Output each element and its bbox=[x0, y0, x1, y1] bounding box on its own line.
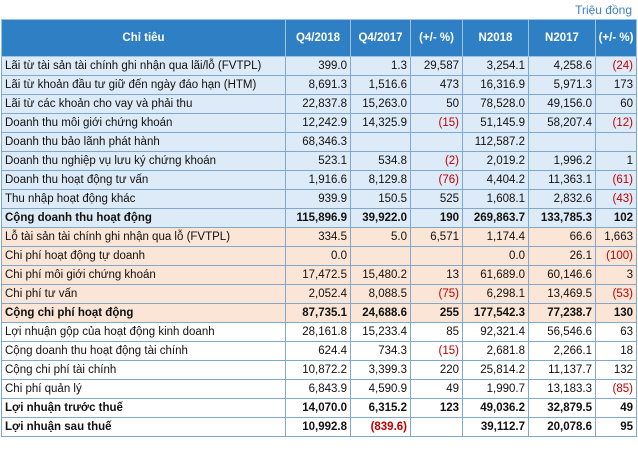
cell-n2018: 1,990.7 bbox=[463, 380, 529, 399]
cell-pct-quarter bbox=[411, 247, 463, 266]
cell-n2018: 269,863.7 bbox=[463, 209, 529, 228]
cell-pct-year: 95 bbox=[596, 418, 637, 437]
cell-q4-2017: 150.5 bbox=[351, 190, 411, 209]
cell-pct-quarter: 190 bbox=[411, 209, 463, 228]
cell-n2018: 2,019.2 bbox=[463, 152, 529, 171]
cell-pct-year: 132 bbox=[596, 361, 637, 380]
cell-pct-quarter: (15) bbox=[411, 114, 463, 133]
cell-q4-2017: 4,590.9 bbox=[351, 380, 411, 399]
cell-q4-2017: 5.0 bbox=[351, 228, 411, 247]
row-name: Cộng chi phí tài chính bbox=[2, 361, 286, 380]
cell-pct-year: 60 bbox=[596, 95, 637, 114]
cell-pct-year: 130 bbox=[596, 304, 637, 323]
cell-pct-year: (12) bbox=[596, 114, 637, 133]
cell-pct-quarter: 220 bbox=[411, 361, 463, 380]
cell-q4-2018: 17,472.5 bbox=[286, 266, 351, 285]
table-row bbox=[2, 133, 637, 152]
cell-n2018: 16,316.9 bbox=[463, 76, 529, 95]
cell-n2017: 2,266.1 bbox=[529, 342, 596, 361]
cell-q4-2017 bbox=[351, 247, 411, 266]
cell-n2018: 0.0 bbox=[463, 247, 529, 266]
cell-n2017: 58,207.4 bbox=[529, 114, 596, 133]
header-chi-tieu: Chỉ tiêu bbox=[2, 20, 286, 57]
cell-q4-2018: 399.0 bbox=[286, 57, 351, 76]
table-row bbox=[2, 247, 637, 266]
cell-pct-quarter: 123 bbox=[411, 399, 463, 418]
table-row bbox=[2, 399, 637, 418]
table-row bbox=[2, 152, 637, 171]
header-n2018: N2018 bbox=[463, 20, 529, 57]
table-row bbox=[2, 190, 637, 209]
cell-pct-year: (100) bbox=[596, 247, 637, 266]
header-n2017: N2017 bbox=[529, 20, 596, 57]
cell-pct-year: 102 bbox=[596, 209, 637, 228]
cell-q4-2018: 68,346.3 bbox=[286, 133, 351, 152]
table-row bbox=[2, 114, 637, 133]
cell-pct-quarter: 49 bbox=[411, 380, 463, 399]
cell-pct-quarter: (75) bbox=[411, 285, 463, 304]
cell-pct-year: (61) bbox=[596, 171, 637, 190]
table-row bbox=[2, 171, 637, 190]
cell-n2017: 20,078.6 bbox=[529, 418, 596, 437]
cell-q4-2018: 0.0 bbox=[286, 247, 351, 266]
cell-pct-year: 173 bbox=[596, 76, 637, 95]
cell-pct-year: 3 bbox=[596, 266, 637, 285]
cell-q4-2018: 10,872.2 bbox=[286, 361, 351, 380]
row-name: Chi phí môi giới chứng khoán bbox=[2, 266, 286, 285]
cell-pct-year: 49 bbox=[596, 399, 637, 418]
row-name: Doanh thu môi giới chứng khoán bbox=[2, 114, 286, 133]
cell-n2017: 56,546.6 bbox=[529, 323, 596, 342]
header-q4-2018: Q4/2018 bbox=[286, 20, 351, 57]
cell-q4-2018: 334.5 bbox=[286, 228, 351, 247]
cell-q4-2017: 1,516.6 bbox=[351, 76, 411, 95]
cell-pct-quarter: 6,571 bbox=[411, 228, 463, 247]
cell-pct-year: 1,663 bbox=[596, 228, 637, 247]
cell-pct-quarter: 473 bbox=[411, 76, 463, 95]
cell-n2018: 51,145.9 bbox=[463, 114, 529, 133]
cell-q4-2017: 534.8 bbox=[351, 152, 411, 171]
cell-n2017: 26.1 bbox=[529, 247, 596, 266]
cell-q4-2018: 10,992.8 bbox=[286, 418, 351, 437]
cell-pct-quarter: 13 bbox=[411, 266, 463, 285]
cell-n2017: 66.6 bbox=[529, 228, 596, 247]
row-name: Lãi từ các khoản cho vay và phải thu bbox=[2, 95, 286, 114]
cell-n2017: 13,183.3 bbox=[529, 380, 596, 399]
row-name: Chi phí quản lý bbox=[2, 380, 286, 399]
cell-pct-quarter bbox=[411, 133, 463, 152]
cell-n2018: 3,254.1 bbox=[463, 57, 529, 76]
table-row bbox=[2, 323, 637, 342]
cell-q4-2017: 15,233.4 bbox=[351, 323, 411, 342]
cell-n2018: 1,174.4 bbox=[463, 228, 529, 247]
cell-n2018: 177,542.3 bbox=[463, 304, 529, 323]
row-name: Cộng doanh thu hoạt động tài chính bbox=[2, 342, 286, 361]
cell-q4-2017 bbox=[351, 133, 411, 152]
table-row bbox=[2, 57, 637, 76]
cell-n2017: 13,469.5 bbox=[529, 285, 596, 304]
header-q4-2017: Q4/2017 bbox=[351, 20, 411, 57]
cell-n2018: 78,528.0 bbox=[463, 95, 529, 114]
cell-n2017: 11,363.1 bbox=[529, 171, 596, 190]
cell-q4-2018: 939.9 bbox=[286, 190, 351, 209]
cell-pct-quarter: 50 bbox=[411, 95, 463, 114]
row-name: Lợi nhuận sau thuế bbox=[2, 418, 286, 437]
cell-q4-2017: 6,315.2 bbox=[351, 399, 411, 418]
cell-q4-2017: 734.3 bbox=[351, 342, 411, 361]
cell-pct-quarter: (15) bbox=[411, 342, 463, 361]
row-name: Lãi từ khoản đầu tư giữ đến ngày đáo hạn (HTM) bbox=[2, 76, 286, 95]
cell-q4-2018: 1,916.6 bbox=[286, 171, 351, 190]
cell-n2018: 39,112.7 bbox=[463, 418, 529, 437]
table-row bbox=[2, 418, 637, 437]
cell-q4-2018: 6,843.9 bbox=[286, 380, 351, 399]
cell-pct-year: (24) bbox=[596, 57, 637, 76]
table-row bbox=[2, 342, 637, 361]
cell-pct-year: (85) bbox=[596, 380, 637, 399]
cell-q4-2018: 14,070.0 bbox=[286, 399, 351, 418]
cell-q4-2018: 523.1 bbox=[286, 152, 351, 171]
row-name: Doanh thu bảo lãnh phát hành bbox=[2, 133, 286, 152]
table-row bbox=[2, 266, 637, 285]
cell-n2017: 2,832.6 bbox=[529, 190, 596, 209]
header-pct-year: (+/- %) bbox=[596, 20, 637, 57]
unit-label: Triệu đồng bbox=[575, 3, 632, 17]
cell-q4-2018: 2,052.4 bbox=[286, 285, 351, 304]
cell-n2018: 112,587.2 bbox=[463, 133, 529, 152]
cell-pct-year bbox=[596, 133, 637, 152]
cell-n2018: 6,298.1 bbox=[463, 285, 529, 304]
cell-n2017: 4,258.6 bbox=[529, 57, 596, 76]
cell-q4-2017: 8,129.8 bbox=[351, 171, 411, 190]
cell-n2017 bbox=[529, 133, 596, 152]
row-name: Chi phí tư vấn bbox=[2, 285, 286, 304]
cell-pct-quarter: 85 bbox=[411, 323, 463, 342]
cell-q4-2018: 12,242.9 bbox=[286, 114, 351, 133]
cell-pct-quarter: 29,587 bbox=[411, 57, 463, 76]
table-body bbox=[2, 57, 637, 437]
row-name: Cộng chi phí hoạt động bbox=[2, 304, 286, 323]
row-name: Doanh thu hoạt động tư vấn bbox=[2, 171, 286, 190]
cell-n2018: 61,689.0 bbox=[463, 266, 529, 285]
cell-q4-2017: 3,399.3 bbox=[351, 361, 411, 380]
row-name: Doanh thu nghiệp vụ lưu ký chứng khoán bbox=[2, 152, 286, 171]
cell-n2018: 25,814.2 bbox=[463, 361, 529, 380]
cell-q4-2017: 15,480.2 bbox=[351, 266, 411, 285]
table-row bbox=[2, 285, 637, 304]
cell-n2018: 1,608.1 bbox=[463, 190, 529, 209]
row-name: Lợi nhuận trước thuế bbox=[2, 399, 286, 418]
row-name: Lỗ tài sản tài chính ghi nhận qua lỗ (FVTPL) bbox=[2, 228, 286, 247]
table-row bbox=[2, 361, 637, 380]
cell-pct-year: 1 bbox=[596, 152, 637, 171]
row-name: Lợi nhuận gộp của hoạt động kinh doanh bbox=[2, 323, 286, 342]
cell-n2018: 2,681.8 bbox=[463, 342, 529, 361]
row-name: Lãi từ tài sản tài chính ghi nhận qua lãi/lỗ (FVTPL) bbox=[2, 57, 286, 76]
cell-pct-year: 63 bbox=[596, 323, 637, 342]
cell-n2017: 32,879.5 bbox=[529, 399, 596, 418]
cell-n2017: 11,137.7 bbox=[529, 361, 596, 380]
table-row bbox=[2, 95, 637, 114]
cell-n2018: 4,404.2 bbox=[463, 171, 529, 190]
cell-q4-2018: 8,691.3 bbox=[286, 76, 351, 95]
cell-pct-quarter: 525 bbox=[411, 190, 463, 209]
cell-q4-2017: 39,922.0 bbox=[351, 209, 411, 228]
cell-pct-quarter bbox=[411, 418, 463, 437]
cell-pct-quarter: (2) bbox=[411, 152, 463, 171]
table-row bbox=[2, 76, 637, 95]
cell-q4-2018: 28,161.8 bbox=[286, 323, 351, 342]
row-name: Cộng doanh thu hoạt động bbox=[2, 209, 286, 228]
table-header bbox=[2, 20, 637, 57]
row-name: Chi phí hoạt động tự doanh bbox=[2, 247, 286, 266]
cell-n2018: 92,321.4 bbox=[463, 323, 529, 342]
table-row bbox=[2, 228, 637, 247]
cell-q4-2017: 14,325.9 bbox=[351, 114, 411, 133]
cell-q4-2017: 8,088.5 bbox=[351, 285, 411, 304]
cell-n2017: 77,238.7 bbox=[529, 304, 596, 323]
cell-q4-2017: 24,688.6 bbox=[351, 304, 411, 323]
table-row bbox=[2, 209, 637, 228]
table-row bbox=[2, 380, 637, 399]
cell-q4-2018: 87,735.1 bbox=[286, 304, 351, 323]
cell-q4-2018: 624.4 bbox=[286, 342, 351, 361]
cell-q4-2018: 22,837.8 bbox=[286, 95, 351, 114]
cell-n2017: 1,996.2 bbox=[529, 152, 596, 171]
cell-n2018: 49,036.2 bbox=[463, 399, 529, 418]
cell-n2017: 60,146.6 bbox=[529, 266, 596, 285]
cell-pct-year: (53) bbox=[596, 285, 637, 304]
cell-n2017: 49,156.0 bbox=[529, 95, 596, 114]
row-name: Thu nhập hoạt động khác bbox=[2, 190, 286, 209]
cell-pct-quarter: 255 bbox=[411, 304, 463, 323]
cell-q4-2017: 1.3 bbox=[351, 57, 411, 76]
cell-pct-year: 18 bbox=[596, 342, 637, 361]
cell-q4-2017: 15,263.0 bbox=[351, 95, 411, 114]
financial-table bbox=[1, 19, 637, 437]
table-row bbox=[2, 304, 637, 323]
cell-n2017: 5,971.3 bbox=[529, 76, 596, 95]
cell-n2017: 133,785.3 bbox=[529, 209, 596, 228]
cell-q4-2018: 115,896.9 bbox=[286, 209, 351, 228]
cell-pct-quarter: (76) bbox=[411, 171, 463, 190]
header-pct-quarter: (+/- %) bbox=[411, 20, 463, 57]
cell-q4-2017: (839.6) bbox=[351, 418, 411, 437]
cell-pct-year: (43) bbox=[596, 190, 637, 209]
